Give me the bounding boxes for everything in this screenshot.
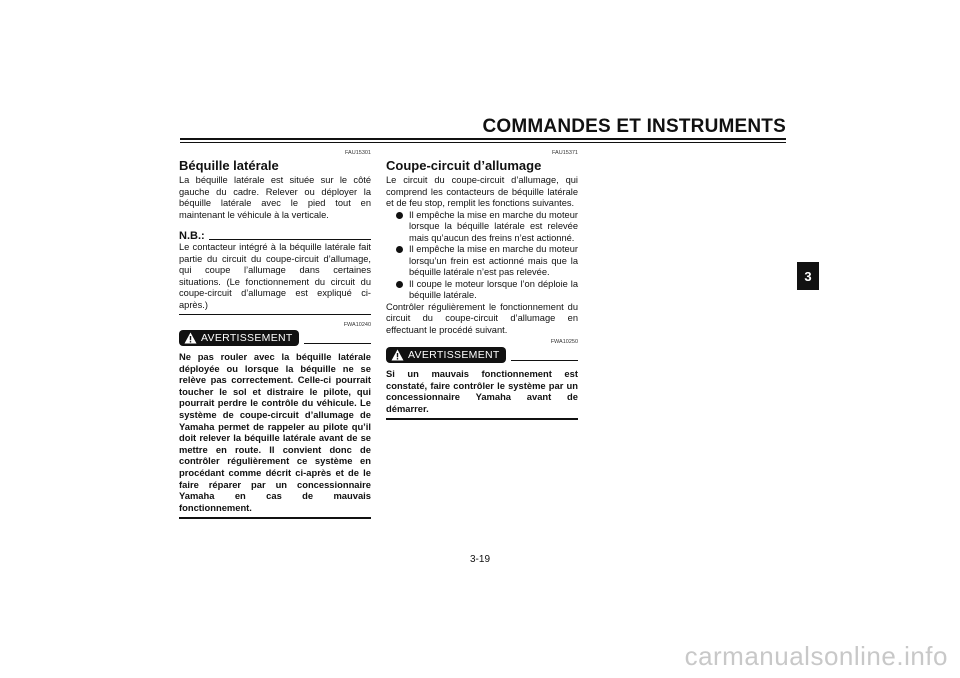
bullet-icon xyxy=(396,212,403,219)
bullet-icon xyxy=(396,281,403,288)
list-item xyxy=(396,210,578,245)
warning-text: Si un mauvais fonctionnement est constaté, faire contrôler le système par un concessionnaire Yamaha avant de démarrer. xyxy=(386,368,578,414)
page-number: 3-19 xyxy=(469,554,490,565)
page-header-title: COMMANDES ET INSTRUMENTS xyxy=(482,116,786,137)
ignition-cutoff-outro: Contrôler régulièrement le fonctionnement du circuit du coupe-circuit d’allumage en effectuant le procédé suivant. xyxy=(386,301,578,335)
warning-rule xyxy=(304,343,371,344)
list-item xyxy=(396,279,578,302)
warning-triangle-icon xyxy=(184,332,197,344)
warning-end-rule xyxy=(386,418,578,420)
watermark: carmanualsonline.info xyxy=(684,641,948,671)
section-heading-side-stand: Béquille latérale xyxy=(179,158,279,173)
list-item-text: Il empêche la mise en marche du moteur lorsque la béquille latérale est relevée mais qu’aucun des freins n’est actionné. xyxy=(409,209,578,243)
chapter-tab[interactable]: 3 xyxy=(797,262,819,290)
bullet-icon xyxy=(396,246,403,253)
warning-triangle-icon xyxy=(391,349,404,361)
warning-header xyxy=(386,347,578,363)
list-item-text: Il coupe le moteur lorsque l’on déploie la béquille latérale. xyxy=(409,278,578,300)
ignition-cutoff-intro: Le circuit du coupe-circuit d’allumage, qui comprend les contacteurs de béquille latérale et de feu stop, remplit les fonctions suivantes. xyxy=(386,175,578,208)
note-rule xyxy=(209,239,371,240)
warning-rule xyxy=(511,360,578,361)
warning-badge xyxy=(386,347,506,363)
section-code: FAU15301 xyxy=(345,150,371,156)
list-item-text: Il empêche la mise en marche du moteur lorsqu’un frein est actionné mais que la béquille latérale n’est pas relevée. xyxy=(409,244,578,277)
header-rule-thin xyxy=(180,142,786,143)
warning-text: Ne pas rouler avec la béquille latérale déployée ou lorsque la béquille ne se relève pas correctement. Celle-ci pourrait toucher le sol et distraire le pilote, qui pourrait perdre le contrôle du véhicule. Le système de coupe-circuit d’allumage de Yamaha permet de rappeler au pilote qu’il doit relever la béquille latérale avant de se mettre en route. Il convient donc de contrôler régulièrement ce système en procédant comme décrit ci-après et de le faire réparer par un concessionnaire Yamaha en cas de mauvais fonctionnement. xyxy=(179,351,371,513)
warning-code: FWA10240 xyxy=(343,322,371,328)
warning-label: AVERTISSEMENT xyxy=(408,349,500,361)
note-end-rule xyxy=(179,314,371,315)
right-column xyxy=(386,150,578,420)
note-text: Le contacteur intégré à la béquille latérale fait partie du circuit du coupe-circuit d’allumage, qui coupe l’allumage dans certaines situations. (Le fonctionnement du circuit du coupe-circuit d’allumage est expliqué ci-après.) xyxy=(179,242,371,310)
warning-code: FWA10250 xyxy=(550,339,578,345)
list-item xyxy=(396,244,578,279)
warning-end-rule xyxy=(179,517,371,519)
warning-badge xyxy=(179,330,299,346)
note-label: N.B.: xyxy=(179,230,205,242)
left-column xyxy=(179,150,371,519)
function-list xyxy=(386,210,578,302)
side-stand-body: La béquille latérale est située sur le côté gauche du cadre. Relever ou déployer la béquille latérale avec le pied tout en maintenant le véhicule à la verticale. xyxy=(179,175,371,220)
section-heading-ignition-cutoff: Coupe-circuit d’allumage xyxy=(386,158,542,173)
warning-header xyxy=(179,330,371,346)
section-code: FAU15371 xyxy=(552,150,578,156)
note-header xyxy=(179,230,371,242)
header-rule xyxy=(180,138,786,140)
warning-label: AVERTISSEMENT xyxy=(201,332,293,344)
